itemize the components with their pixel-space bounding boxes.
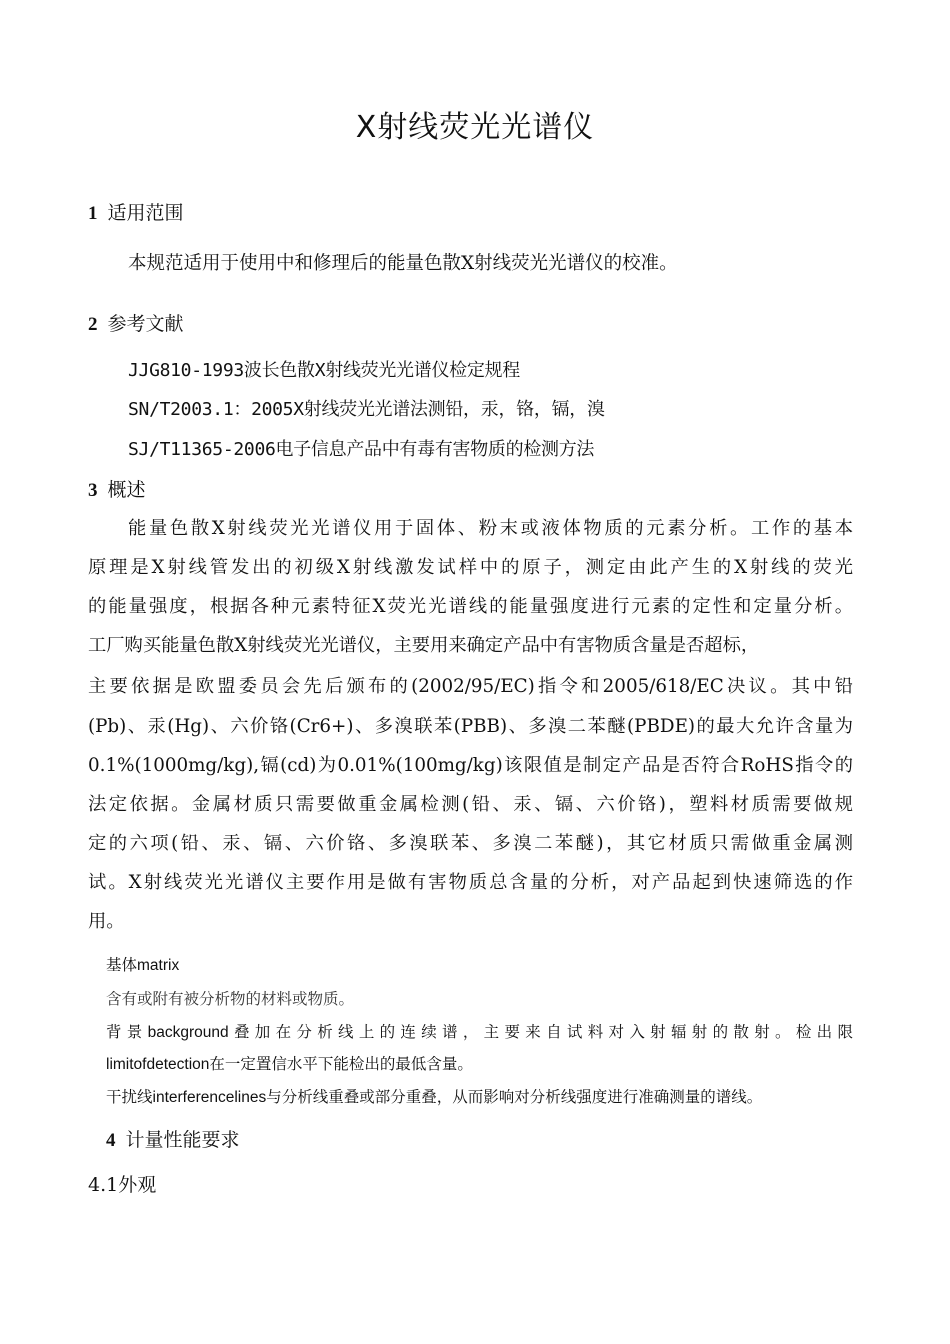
term-matrix: 基体matrix	[106, 957, 180, 974]
section-4-title: 计量性能要求	[125, 1129, 240, 1151]
overview-line: 定的六项(铅、汞、镉、六价铬、多溴联苯、多溴二苯醚)，其它材质只需做重金属测	[88, 833, 853, 854]
section-1-heading	[88, 198, 184, 225]
term-interference-lines: 干扰线interferencelines与分析线重叠或部分重叠，从而影响对分析线强度进行准确测量的谱线。	[106, 1089, 763, 1106]
overview-line: 工厂购买能量色散X射线荧光光谱仪，主要用来确定产品中有害物质含量是否超标，	[88, 635, 760, 656]
section-4-heading	[106, 1125, 240, 1152]
section-1-title: 适用范围	[107, 202, 184, 224]
subsection-4-1: 4.1外观	[88, 1174, 157, 1196]
section-1-text: 本规范适用于使用中和修理后的能量色散X射线荧光光谱仪的校准。	[128, 253, 678, 274]
section-4-number: 4	[106, 1130, 116, 1151]
section-1-number: 1	[88, 203, 98, 224]
term-background: 背景background叠加在分析线上的连续谱，主要来自试料对入射辐射的散射。检出限	[106, 1024, 853, 1041]
section-3-number: 3	[88, 480, 98, 501]
term-limit-of-detection: limitofdetection在一定置信水平下能检出的最低含量。	[106, 1056, 473, 1073]
overview-line: 0.1%(1000mg/kg),镉(cd)为0.01%(100mg/kg)该限值是制定产品是否符合RoHS指令的	[88, 755, 853, 776]
overview-line: 主要依据是欧盟委员会先后颁布的(2002/95/EC)指令和2005/618/EC决议。其中铅	[88, 676, 853, 697]
reference-item: JJG810-1993波长色散X射线荧光光谱仪检定规程	[128, 360, 520, 381]
overview-line: 法定依据。金属材质只需要做重金属检测(铅、汞、镉、六价铬)，塑料材质需要做规	[88, 794, 853, 815]
term-matrix-definition: 含有或附有被分析物的材料或物质。	[106, 990, 355, 1008]
overview-line: 能量色散X射线荧光光谱仪用于固体、粉末或液体物质的元素分析。工作的基本	[128, 518, 853, 539]
overview-line: 试。X射线荧光光谱仪主要作用是做有害物质总含量的分析，对产品起到快速筛选的作	[88, 872, 853, 893]
overview-line: 的能量强度，根据各种元素特征X荧光光谱线的能量强度进行元素的定性和定量分析。	[88, 596, 853, 617]
reference-item: SN/T2003.1：2005X射线荧光光谱法测铅，汞，铬，镉，溴	[128, 399, 605, 420]
reference-item: SJ/T11365-2006电子信息产品中有毒有害物质的检测方法	[128, 439, 595, 460]
overview-line: 原理是X射线管发出的初级X射线激发试样中的原子，测定由此产生的X射线的荧光	[88, 557, 853, 578]
section-3-heading	[88, 475, 146, 502]
section-2-number: 2	[88, 314, 98, 335]
document-title: X射线荧光光谱仪	[355, 110, 595, 145]
section-2-heading	[88, 309, 184, 336]
overview-line: 用。	[88, 911, 125, 932]
section-3-title: 概述	[107, 479, 146, 501]
overview-line: (Pb)、汞(Hg)、六价铬(Cr6+)、多溴联苯(PBB)、多溴二苯醚(PBDE)的最大允许含量为	[88, 716, 853, 737]
section-2-title: 参考文献	[107, 313, 184, 335]
